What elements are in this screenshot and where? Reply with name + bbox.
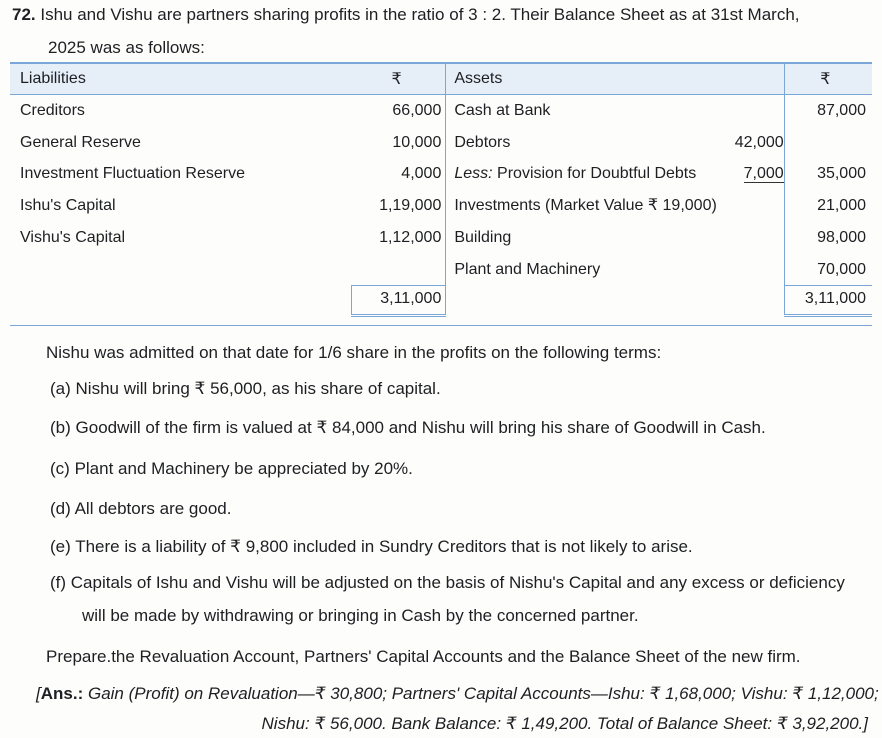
asset-amount: 98,000 bbox=[784, 222, 872, 254]
term-text: All debtors are good. bbox=[74, 499, 232, 518]
term-text: Goodwill of the firm is valued at ₹ 84,000 and Nishu will bring his share of Goodwill in Cash. bbox=[75, 418, 766, 437]
asset-label: Debtors bbox=[454, 133, 511, 151]
table-row bbox=[10, 127, 872, 159]
liability-amount: 10,000 bbox=[352, 127, 446, 159]
answer-text-line1: Gain (Profit) on Revaluation—₹ 30,800; Partners' Capital Accounts—Ishu: ₹ 1,68,000; Vishu: ₹ 1,12,000; bbox=[87, 684, 879, 703]
term-marker: (b) bbox=[50, 418, 71, 437]
answer-text-line2: Nishu: ₹ 56,000. Bank Balance: ₹ 1,49,200. Total of Balance Sheet: ₹ 3,92,200. bbox=[261, 714, 864, 733]
table-row bbox=[10, 158, 872, 190]
liability-label: Vishu's Capital bbox=[20, 228, 126, 246]
term-marker: (d) bbox=[50, 499, 71, 518]
term-item bbox=[50, 418, 766, 438]
answer-line2 bbox=[262, 714, 868, 734]
asset-label: Building bbox=[454, 228, 512, 246]
answer-label: Ans.: bbox=[40, 684, 84, 703]
table-row bbox=[10, 95, 872, 127]
liability-amount: 1,12,000 bbox=[352, 222, 446, 254]
assets-header: Assets bbox=[446, 63, 726, 95]
liability-label: General Reserve bbox=[20, 133, 141, 151]
term-marker: (f) bbox=[50, 573, 67, 592]
asset-label: Plant and Machinery bbox=[454, 260, 601, 278]
asset-amount: 87,000 bbox=[784, 95, 872, 127]
term-marker: (a) bbox=[50, 379, 71, 398]
liability-amount: 1,19,000 bbox=[352, 190, 446, 222]
liability-amount: 66,000 bbox=[352, 95, 446, 127]
question-intro-line1: Ishu and Vishu are partners sharing profits in the ratio of 3 : 2. Their Balance Sheet as at 31st March, bbox=[40, 5, 800, 24]
balance-sheet-table bbox=[10, 62, 872, 317]
term-marker: (e) bbox=[50, 537, 71, 556]
less-label: Less: bbox=[454, 165, 493, 183]
term-item bbox=[50, 379, 441, 399]
table-row bbox=[10, 222, 872, 254]
term-item bbox=[50, 573, 845, 593]
instruction: Prepare.the Revaluation Account, Partners' Capital Accounts and the Balance Sheet of the new firm. bbox=[46, 647, 801, 666]
asset-amount: 35,000 bbox=[784, 158, 872, 190]
totals-row bbox=[10, 286, 872, 316]
liability-amount: 4,000 bbox=[352, 158, 446, 190]
term-text: Plant and Machinery be appreciated by 20%. bbox=[74, 459, 413, 478]
question-number: 72. bbox=[12, 5, 36, 24]
term-text: There is a liability of ₹ 9,800 included in Sundry Creditors that is not likely to arise. bbox=[75, 537, 693, 556]
asset-sub-amount: 42,000 bbox=[734, 133, 784, 151]
table-row bbox=[10, 254, 872, 286]
term-marker: (c) bbox=[50, 459, 70, 478]
table-row bbox=[10, 190, 872, 222]
rupee-header-assets: ₹ bbox=[784, 63, 872, 95]
liability-label: Ishu's Capital bbox=[20, 197, 116, 215]
total-liabilities: 3,11,000 bbox=[352, 286, 446, 316]
table-bottom-rule bbox=[10, 325, 872, 326]
term-text-continued: will be made by withdrawing or bringing in Cash by the concerned partner. bbox=[82, 606, 639, 625]
asset-label: Cash at Bank bbox=[454, 102, 551, 119]
question-intro bbox=[12, 5, 800, 25]
term-text: Nishu will bring ₹ 56,000, as his share of capital. bbox=[75, 379, 441, 398]
asset-amount: 21,000 bbox=[784, 190, 872, 222]
asset-sub-amount: 7,000 bbox=[743, 165, 784, 183]
liabilities-header: Liabilities bbox=[10, 63, 352, 95]
term-text: Capitals of Ishu and Vishu will be adjusted on the basis of Nishu's Capital and any excess or deficiency bbox=[70, 573, 845, 592]
provision-label: Provision for Doubtful Debts bbox=[497, 165, 697, 183]
asset-label: Investments (Market Value ₹ 19,000) bbox=[454, 197, 717, 215]
total-assets: 3,11,000 bbox=[784, 286, 872, 316]
asset-amount: 70,000 bbox=[784, 254, 872, 286]
terms-intro: Nishu was admitted on that date for 1/6 share in the profits on the following terms: bbox=[46, 343, 662, 362]
liability-label: Investment Fluctuation Reserve bbox=[20, 165, 245, 183]
table-header-row bbox=[10, 63, 872, 95]
term-item bbox=[50, 537, 693, 557]
asset-label bbox=[446, 158, 726, 190]
rupee-header-liabilities: ₹ bbox=[352, 63, 446, 95]
question-intro-line2: 2025 was as follows: bbox=[48, 38, 205, 57]
term-item bbox=[50, 459, 413, 479]
answer-line1 bbox=[36, 684, 879, 704]
answer-open-bracket: [ bbox=[36, 684, 41, 703]
liability-label: Creditors bbox=[20, 102, 85, 119]
term-item bbox=[50, 499, 231, 519]
answer-close-bracket: ] bbox=[863, 714, 868, 733]
